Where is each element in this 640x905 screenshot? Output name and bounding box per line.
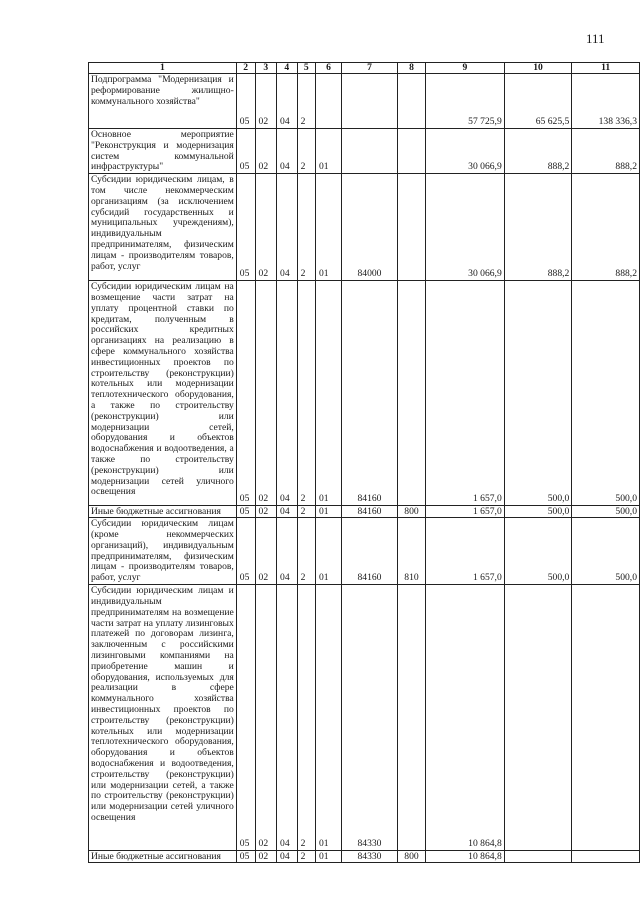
col-header: 3 [255,63,277,74]
cell-c7: 84000 [342,174,398,281]
table-row [89,506,640,518]
cell-c8 [397,174,425,281]
cell-c2: 05 [236,129,255,174]
cell-c5: 2 [297,281,315,506]
cell-c6: 01 [315,506,341,518]
cell-c2: 05 [236,518,255,585]
table-row [89,174,640,281]
cell-c10: 888,2 [504,129,572,174]
cell-c8 [397,129,425,174]
row-name: Субсидии юридическим лицам, в том числе некоммерческим организациям (за исключением субсидий государственных и муниципальных учреждениям), индивидуальным предпринимателям, физическим лицам - производителям товаров, работ, услуг [89,174,237,281]
row-name: Иные бюджетные ассигнования [89,506,237,518]
table-row [89,585,640,851]
cell-c4: 04 [277,851,298,863]
cell-c6: 01 [315,129,341,174]
cell-c10: 500,0 [504,281,572,506]
cell-c11: 500,0 [572,518,640,585]
cell-c11: 888,2 [572,174,640,281]
cell-c3: 02 [255,281,277,506]
col-header: 4 [277,63,298,74]
cell-c6: 01 [315,281,341,506]
cell-c9: 10 864,8 [426,851,505,863]
row-name: Субсидии юридическим лицам и индивидуальным предпринимателям на возмещение части затрат на уплату лизинговых платежей по договорам лизинга, заключенным с российскими лизинговыми компаниями на приобретение машин и оборудования, используемых для реализации в сфере коммунального хозяйства инвестиционных проектов по строительству (реконструкции) котельных или модернизации теплотехнического оборудования, оборудования и объектов водоснабжения и водоотведения, строительству (реконструкции) или модернизации сетей, а также по строительству (реконструкции) или модернизации сетей уличного освещения [89,585,237,851]
col-header: 1 [89,63,237,74]
row-name: Субсидии юридическим лицам (кроме некоммерческих организаций), индивидуальным предпринимателям, физическим лицам - производителям товаров, работ, услуг [89,518,237,585]
cell-c3: 02 [255,585,277,851]
col-header: 8 [397,63,425,74]
cell-c8: 800 [397,851,425,863]
cell-c5: 2 [297,585,315,851]
row-name: Подпрограмма "Модернизация и реформирование жилищно-коммунального хозяйства" [89,74,237,129]
cell-c8 [397,281,425,506]
cell-c11: 500,0 [572,506,640,518]
cell-c5: 2 [297,518,315,585]
row-name: Основное мероприятие "Реконструкция и модернизация систем коммунальной инфраструктуры" [89,129,237,174]
cell-c4: 04 [277,174,298,281]
row-name: Иные бюджетные ассигнования [89,851,237,863]
cell-c2: 05 [236,74,255,129]
cell-c10 [504,585,572,851]
table-row [89,129,640,174]
header-row [89,63,640,74]
cell-c7: 84160 [342,518,398,585]
cell-c4: 04 [277,585,298,851]
cell-c10: 500,0 [504,506,572,518]
cell-c6: 01 [315,174,341,281]
cell-c10: 888,2 [504,174,572,281]
cell-c9: 57 725,9 [426,74,505,129]
cell-c9: 1 657,0 [426,506,505,518]
col-header: 7 [342,63,398,74]
cell-c4: 04 [277,74,298,129]
cell-c9: 1 657,0 [426,518,505,585]
cell-c7 [342,74,398,129]
cell-c3: 02 [255,174,277,281]
cell-c6: 01 [315,585,341,851]
cell-c5: 2 [297,129,315,174]
table-row [89,518,640,585]
cell-c2: 05 [236,506,255,518]
col-header: 2 [236,63,255,74]
cell-c11 [572,851,640,863]
cell-c9: 30 066,9 [426,129,505,174]
cell-c4: 04 [277,129,298,174]
cell-c5: 2 [297,174,315,281]
cell-c7: 84160 [342,281,398,506]
cell-c4: 04 [277,506,298,518]
col-header: 10 [504,63,572,74]
table-row [89,851,640,863]
cell-c3: 02 [255,518,277,585]
cell-c2: 05 [236,851,255,863]
cell-c7 [342,129,398,174]
cell-c2: 05 [236,585,255,851]
page-number: 111 [586,31,605,46]
cell-c11: 888,2 [572,129,640,174]
budget-table [88,62,640,863]
cell-c2: 05 [236,281,255,506]
cell-c4: 04 [277,281,298,506]
cell-c3: 02 [255,851,277,863]
cell-c6 [315,74,341,129]
cell-c7: 84330 [342,585,398,851]
cell-c10: 500,0 [504,518,572,585]
table-row [89,281,640,506]
cell-c3: 02 [255,74,277,129]
cell-c3: 02 [255,129,277,174]
cell-c6: 01 [315,518,341,585]
cell-c5: 2 [297,506,315,518]
cell-c9: 1 657,0 [426,281,505,506]
cell-c4: 04 [277,518,298,585]
cell-c10 [504,851,572,863]
cell-c11: 500,0 [572,281,640,506]
cell-c8: 810 [397,518,425,585]
cell-c9: 30 066,9 [426,174,505,281]
col-header: 11 [572,63,640,74]
cell-c11: 138 336,3 [572,74,640,129]
cell-c3: 02 [255,506,277,518]
cell-c5: 2 [297,74,315,129]
cell-c6: 01 [315,851,341,863]
cell-c7: 84160 [342,506,398,518]
table-row [89,74,640,129]
cell-c8 [397,74,425,129]
cell-c2: 05 [236,174,255,281]
col-header: 9 [426,63,505,74]
cell-c9: 10 864,8 [426,585,505,851]
col-header: 5 [297,63,315,74]
cell-c5: 2 [297,851,315,863]
col-header: 6 [315,63,341,74]
cell-c10: 65 625,5 [504,74,572,129]
cell-c7: 84330 [342,851,398,863]
cell-c8 [397,585,425,851]
cell-c11 [572,585,640,851]
row-name: Субсидии юридическим лицам на возмещение части затрат на уплату процентной ставки по кредитам, полученным в российских кредитных организациях на реализацию в сфере коммунального хозяйства инвестиционных проектов по строительству (реконструкции) котельных или модернизации теплотехнического оборудования, а также по строительству (реконструкции) или модернизации сетей, оборудования и объектов водоснабжения и водоотведения, а также по строительству (реконструкции) или модернизации сетей уличного освещения [89,281,237,506]
cell-c8: 800 [397,506,425,518]
